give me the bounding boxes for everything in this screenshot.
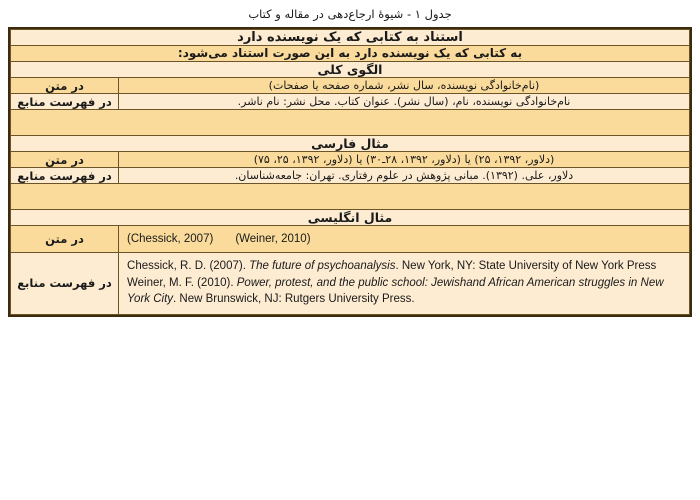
citation-style-table (8, 27, 692, 317)
english-citation-chessick: (Chessick, 2007) (127, 233, 214, 245)
reference-publisher: . New Brunswick, NJ: Rutgers University Press. (173, 293, 415, 305)
spacer-cell (11, 110, 690, 136)
reference-entry (127, 258, 681, 275)
table-row (11, 253, 690, 315)
table-row (11, 62, 690, 78)
reference-publisher: . New York, NY: State University of New York Press (395, 260, 657, 272)
table-row (11, 136, 690, 152)
general-in-list-value: نام‌خانوادگی نویسنده، نام، (سال نشر). عنوان کتاب. محل نشر: نام ناشر. (119, 94, 690, 110)
table-caption: جدول ۱ - شیوهٔ ارجاع‌دهی در مقاله و کتاب (248, 7, 452, 21)
english-citation-weiner: (Weiner, 2010) (235, 233, 311, 245)
table-row (11, 210, 690, 226)
table-title: استناد به کتابی که یک نویسنده دارد (11, 30, 690, 46)
english-in-text-value (119, 226, 690, 253)
table-row (11, 168, 690, 184)
table-spacer-row (11, 110, 690, 136)
section-heading-persian: مثال فارسی (11, 136, 690, 152)
table-row (11, 46, 690, 62)
row-label-in-reference-list: در فهرست منابع (11, 253, 119, 315)
section-heading-general: الگوی کلی (11, 62, 690, 78)
reference-entry (127, 275, 681, 308)
row-label-in-text: در متن (11, 78, 119, 94)
reference-table (10, 29, 690, 315)
row-label-in-text: در متن (11, 152, 119, 168)
table-spacer-row (11, 184, 690, 210)
reference-author-year: Weiner, M. F. (2010). (127, 276, 234, 289)
general-in-text-value: (نام‌خانوادگی نویسنده، سال نشر، شماره صفحه یا صفحات) (119, 78, 690, 94)
reference-author-year: Chessick, R. D. (2007). (127, 260, 246, 272)
reference-title: Power, protest, and the public school: Jewishand African American struggles in New York City (127, 276, 664, 305)
reference-title: The future of psychoanalysis (249, 260, 396, 272)
table-row (11, 226, 690, 253)
persian-in-list-value: دلاور، علی. (۱۳۹۲). مبانی پژوهش در علوم رفتاری. تهران: جامعه‌شناسان. (119, 168, 690, 184)
row-label-in-text: در متن (11, 226, 119, 253)
table-subtitle: به کتابی که یک نویسنده دارد به این صورت استناد می‌شود: (11, 46, 690, 62)
table-row (11, 152, 690, 168)
persian-in-text-value: (دلاور، ۱۳۹۲، ۲۵) یا (دلاور، ۱۳۹۲، ۲۸ـ۳۰) یا (دلاور، ۱۳۹۲، ۲۵، ۷۵) (119, 152, 690, 168)
row-label-in-reference-list: در فهرست منابع (11, 168, 119, 184)
table-row (11, 30, 690, 46)
table-row (11, 78, 690, 94)
spacer-cell (11, 184, 690, 210)
table-row (11, 94, 690, 110)
section-heading-english: مثال انگلیسی (11, 210, 690, 226)
english-in-list-value (119, 253, 690, 315)
row-label-in-reference-list: در فهرست منابع (11, 94, 119, 110)
